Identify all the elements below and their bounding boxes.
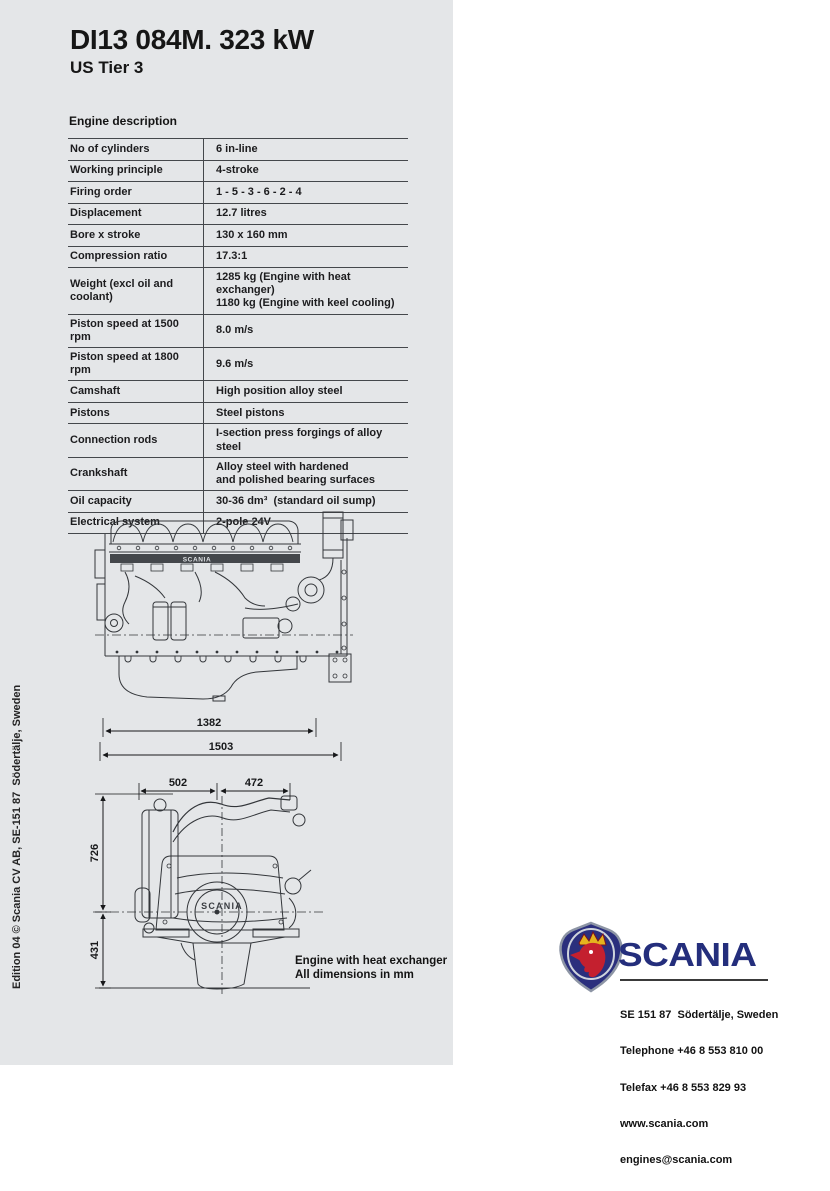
spec-table-row bbox=[68, 246, 408, 268]
footer-website: www.scania.com bbox=[620, 1118, 709, 1131]
spec-table-row bbox=[68, 402, 408, 424]
caption-line-1: Engine with heat exchanger bbox=[295, 955, 448, 967]
footer-telefax: Telefax +46 8 553 829 93 bbox=[620, 1081, 747, 1094]
dim-label-height-above-crank: 726 bbox=[89, 843, 101, 863]
dim-label-height-below-crank: 431 bbox=[89, 940, 101, 960]
heat-exchanger-tank bbox=[142, 810, 178, 918]
spec-value: 30-36 dm³ (standard oil sump) bbox=[203, 491, 408, 512]
spec-label: No of cylinders bbox=[70, 142, 150, 155]
caption-line-2: All dimensions in mm bbox=[295, 968, 414, 981]
spec-table-row bbox=[68, 380, 408, 402]
spec-label: Oil capacity bbox=[70, 494, 132, 507]
spec-value: 17.3:1 bbox=[203, 247, 408, 268]
page-subtitle: US Tier 3 bbox=[70, 58, 144, 77]
footer-address-block bbox=[620, 985, 778, 1191]
spec-table bbox=[68, 138, 408, 534]
front-cover bbox=[156, 856, 284, 930]
engine-side-view-drawing bbox=[95, 506, 355, 761]
spec-label: Connection rods bbox=[70, 434, 158, 447]
turbocharger bbox=[298, 577, 324, 603]
edition-note: Edition 04 © Scania CV AB, SE-151 87 Södertälje, Sweden bbox=[11, 684, 23, 989]
spec-value: 2-pole 24V bbox=[203, 513, 408, 534]
scania-band-label: SCANIA bbox=[182, 556, 212, 564]
page-title: DI13 084M. 323 kW bbox=[70, 24, 314, 55]
spec-table-row bbox=[68, 224, 408, 246]
spec-value: 130 x 160 mm bbox=[203, 225, 408, 246]
spec-label: Firing order bbox=[70, 185, 132, 198]
spec-value: 8.0 m/s bbox=[203, 315, 408, 347]
scania-cover-label: SCANIA bbox=[201, 901, 243, 911]
spec-table-row bbox=[68, 314, 408, 347]
intake-pipe bbox=[173, 798, 290, 832]
oil-sump bbox=[119, 656, 297, 699]
dim-label-block-length: 1382 bbox=[196, 717, 222, 729]
oil-filter bbox=[171, 602, 186, 640]
spec-table-row bbox=[68, 160, 408, 182]
spec-table-row bbox=[68, 138, 408, 160]
spec-label: Displacement bbox=[70, 207, 142, 220]
spec-value: 1 - 5 - 3 - 6 - 2 - 4 bbox=[203, 182, 408, 203]
spec-table-heading: Engine description bbox=[69, 114, 178, 128]
spec-value: 12.7 litres bbox=[203, 204, 408, 225]
spec-label: Crankshaft bbox=[70, 467, 128, 480]
footer-address: SE 151 87 Södertälje, Sweden bbox=[620, 1009, 779, 1022]
oil-filter bbox=[153, 602, 168, 640]
spec-value: 6 in-line bbox=[203, 139, 408, 160]
spec-label: Piston speed at 1800 rpm bbox=[70, 351, 182, 377]
crankshaft-pulley bbox=[105, 614, 123, 632]
exhaust-pipe bbox=[323, 512, 343, 558]
spec-label: Bore x stroke bbox=[70, 228, 141, 241]
spec-value: 9.6 m/s bbox=[203, 348, 408, 380]
spec-table-row bbox=[68, 203, 408, 225]
drawing-caption bbox=[295, 955, 447, 983]
scania-wordmark: SCANIA bbox=[618, 936, 757, 973]
dim-label-width-right: 472 bbox=[244, 777, 264, 789]
spec-table-row bbox=[68, 181, 408, 203]
spec-table-row bbox=[68, 457, 408, 490]
spec-label: Compression ratio bbox=[70, 250, 168, 263]
spec-table-row bbox=[68, 267, 408, 314]
spec-value: Alloy steel with hardened and polished bearing surfaces bbox=[203, 458, 408, 490]
oil-sump bbox=[193, 943, 251, 989]
spec-value: 1285 kg (Engine with heat exchanger) 1180 kg (Engine with keel cooling) bbox=[203, 268, 408, 314]
scania-griffin-badge-icon bbox=[556, 920, 626, 995]
spec-label: Weight (excl oil and coolant) bbox=[70, 277, 177, 303]
footer-email: engines@scania.com bbox=[620, 1154, 733, 1167]
spec-value: High position alloy steel bbox=[203, 381, 408, 402]
spec-label: Piston speed at 1500 rpm bbox=[70, 317, 182, 343]
spec-label: Electrical system bbox=[70, 516, 160, 529]
spec-value: 4-stroke bbox=[203, 161, 408, 182]
spec-table-row bbox=[68, 423, 408, 456]
dim-label-width-left: 502 bbox=[168, 777, 188, 789]
spec-value: I-section press forgings of alloy steel bbox=[203, 424, 408, 456]
spec-label: Camshaft bbox=[70, 385, 121, 398]
spec-table-row bbox=[68, 347, 408, 380]
spec-label: Working principle bbox=[70, 164, 163, 177]
footer-divider bbox=[620, 979, 768, 981]
spec-label: Pistons bbox=[70, 406, 110, 419]
footer-telephone: Telephone +46 8 553 810 00 bbox=[620, 1045, 764, 1058]
dim-label-overall-length: 1503 bbox=[208, 741, 234, 753]
spec-value: Steel pistons bbox=[203, 403, 408, 424]
